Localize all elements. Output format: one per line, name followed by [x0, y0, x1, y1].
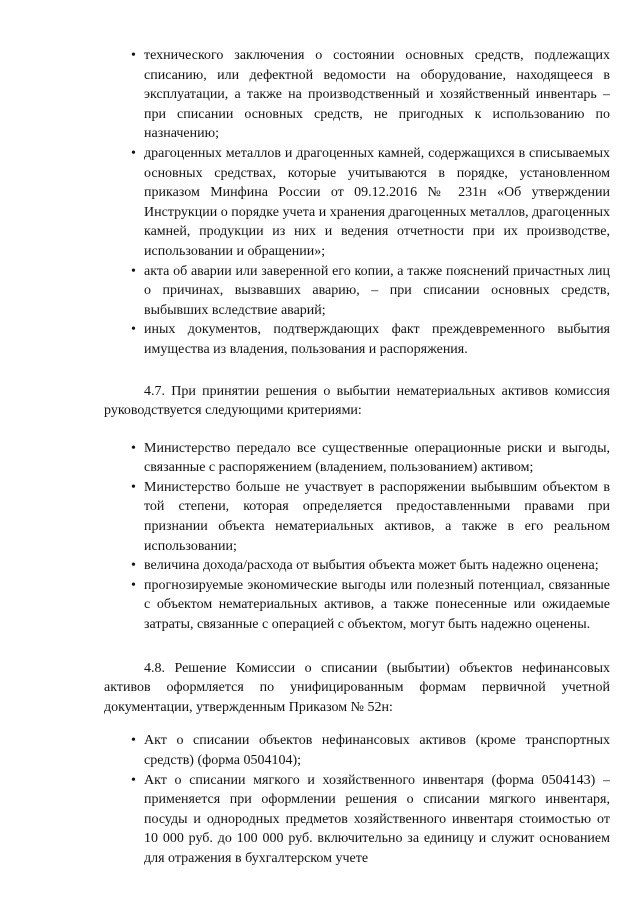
paragraph-4-7: 4.7. При принятии решения о выбытии нематериальных активов комиссия руководствуется следующими критериями: — [104, 383, 610, 419]
list-item-text: прогнозируемые экономические выгоды или полезный потенциал, связанные с объектом нематериальных активов, а также понесенные или ожидаемые затраты, связанные с операцией с объектом, могут быть надежно оценены. — [144, 577, 610, 633]
document-body — [104, 46, 610, 869]
list-item-text: Акт о списании мягкого и хозяйственного инвентаря (форма 0504143) – применяется при оформлении решения о списании мягкого инвентаря, посуды и однородных предметов хозяйственного инвентаря стоимостью от 10 000 руб. до 100 000 руб. включительно за единицу и служит основанием для отражения в бухгалтерском учете — [144, 772, 610, 866]
list-item — [104, 478, 610, 556]
list-item — [104, 46, 610, 144]
criteria-list — [104, 439, 610, 635]
bullet-icon: • — [131, 479, 136, 495]
list-item — [104, 556, 610, 576]
list-item-text: иных документов, подтверждающих факт преждевременного выбытия имущества из владения, пользования и распоряжения. — [144, 322, 610, 357]
required-documents-list — [104, 46, 610, 360]
list-item — [104, 320, 610, 359]
bullet-icon: • — [131, 322, 136, 338]
bullet-icon: • — [131, 145, 136, 161]
list-item-text: Министерство передало все существенные операционные риски и выгоды, связанные с распоряжением (владением, пользованием) активом; — [144, 440, 610, 476]
list-item — [104, 262, 610, 321]
bullet-icon: • — [131, 263, 136, 279]
bullet-icon: • — [131, 558, 136, 574]
bullet-icon: • — [131, 772, 136, 788]
bullet-icon: • — [131, 577, 136, 593]
list-item — [104, 771, 610, 869]
list-item — [104, 439, 610, 478]
list-item-text: акта об аварии или заверенной его копии, а также пояснений причастных лиц о причинах, вызвавших аварию, – при списании основных средств, выбывших вследствие аварий; — [144, 263, 610, 318]
list-item-text: технического заключения о состоянии основных средств, подлежащих списанию, или дефектной ведомости на оборудование, находящееся в эксплуатации, а также на производственный и хозяйственный инвентарь – при списании основных средств, не пригодных к использованию по назначению; — [144, 48, 610, 142]
list-item-text: Акт о списании объектов нефинансовых активов (кроме транспортных средств) (форма 0504104); — [144, 733, 610, 768]
paragraph-4-8: 4.8. Решение Комиссии о списании (выбытии) объектов нефинансовых активов оформляется по унифицированным формам первичной учетной документации, утвержденным Приказом № 52н: — [104, 660, 610, 715]
list-item-text: величина дохода/расхода от выбытия объекта может быть надежно оценена; — [144, 558, 599, 574]
bullet-icon: • — [131, 733, 136, 749]
list-item — [104, 576, 610, 635]
list-item — [104, 144, 610, 262]
bullet-icon: • — [131, 48, 136, 63]
list-item-text: Министерство больше не участвует в распоряжении выбывшим объектом в той степени, которая определяется предоставленными правами при признании объекта нематериальных активов, а также в его реальном использовании; — [144, 479, 610, 554]
list-item-text: драгоценных металлов и драгоценных камней, содержащихся в списываемых основных средствах, которые учитываются в порядке, установленном приказом Минфина России от 09.12.2016 № 231н «Об утверждении Инструкции о порядке учета и хранения драгоценных металлов, драгоценных камней, продукции из них и ведения отчетности при их производстве, использовании и обращении»; — [144, 145, 610, 259]
bullet-icon: • — [131, 440, 136, 456]
forms-list — [104, 731, 610, 868]
list-item — [104, 731, 610, 770]
